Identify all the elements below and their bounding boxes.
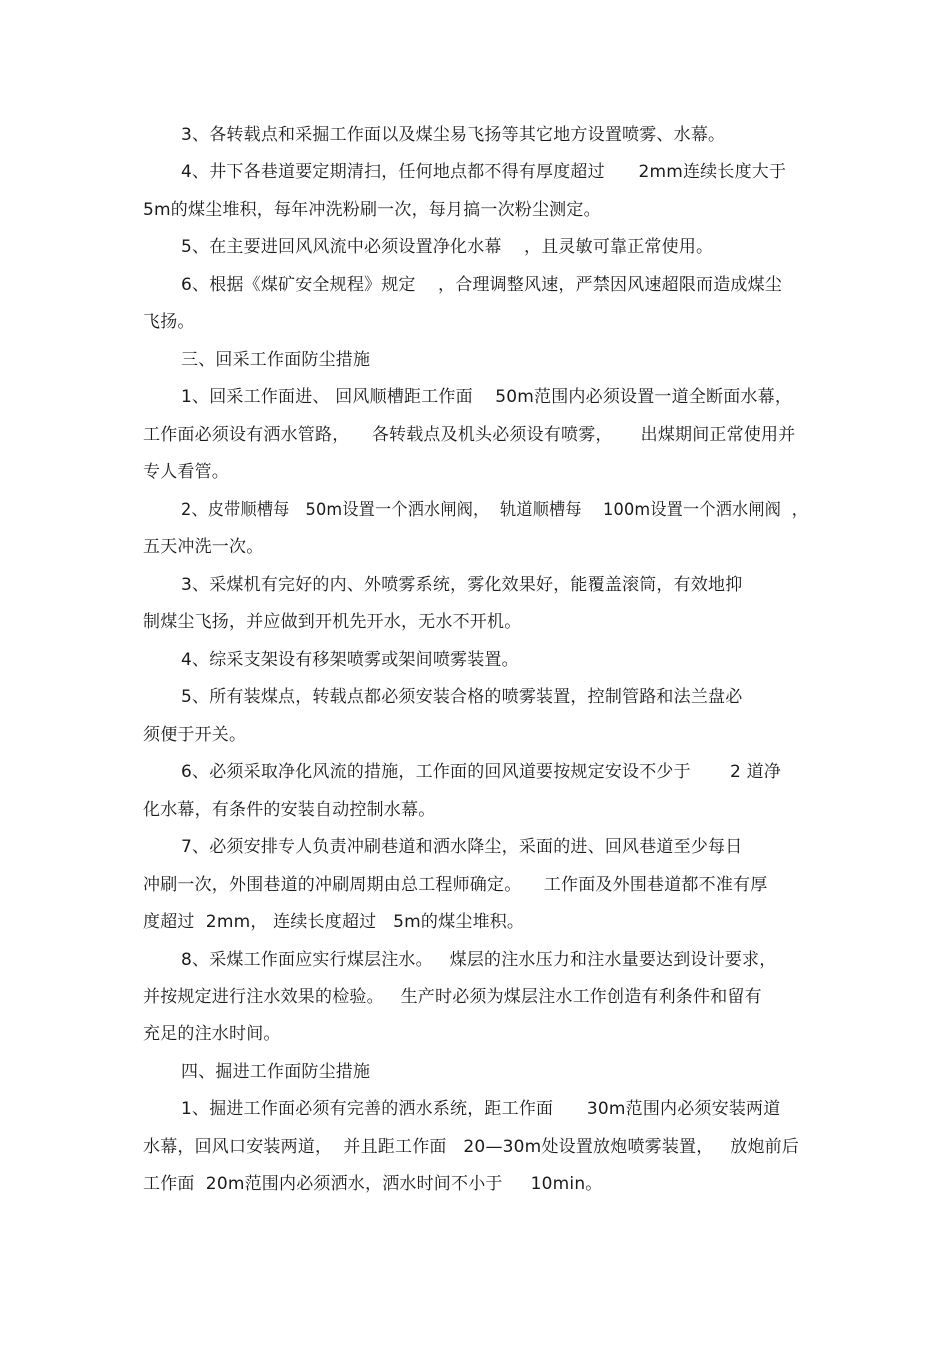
paragraph-line: 工作面必须设有洒水管路， 各转载点及机头必须设有喷雾， 出煤期间正常使用并 xyxy=(143,425,796,445)
paragraph-line: 化水幕，有条件的安装自动控制水幕。 xyxy=(143,800,436,820)
section-heading: 四、掘进工作面防尘措施 xyxy=(181,1062,371,1082)
section-heading: 三、回采工作面防尘措施 xyxy=(181,350,371,370)
paragraph-line: 五天冲洗一次。 xyxy=(143,537,264,557)
paragraph-line: 5、在主要进回风风流中必须设置净化水幕 ，且灵敏可靠正常使用。 xyxy=(181,237,714,257)
paragraph-line: 2、皮带顺槽每 50m设置一个洒水闸阀， 轨道顺槽每 100m设置一个洒水闸阀 ， xyxy=(181,500,809,520)
paragraph-line: 5m的煤尘堆积，每年冲洗粉刷一次，每月搞一次粉尘测定。 xyxy=(143,200,601,220)
paragraph-line: 制煤尘飞扬，并应做到开机先开水，无水不开机。 xyxy=(143,612,522,632)
paragraph-line: 3、采煤机有完好的内、外喷雾系统，雾化效果好，能覆盖滚筒，有效地抑 xyxy=(181,575,743,595)
paragraph-line: 7、必须安排专人负责冲刷巷道和洒水降尘，采面的进、回风巷道至少每日 xyxy=(181,837,743,857)
paragraph-line: 8、采煤工作面应实行煤层注水。 煤层的注水压力和注水量要达到设计要求， xyxy=(181,950,777,970)
paragraph-line: 度超过 2mm， 连续长度超过 5m的煤尘堆积。 xyxy=(143,912,525,932)
paragraph-line: 6、必须采取净化风流的措施，工作面的回风道要按规定安设不少于 2 道净 xyxy=(181,762,782,782)
paragraph-line: 1、掘进工作面必须有完善的洒水系统，距工作面 30m范围内必须安装两道 xyxy=(181,1099,781,1119)
paragraph-line: 4、综采支架设有移架喷雾或架间喷雾装置。 xyxy=(181,650,519,670)
paragraph-line: 专人看管。 xyxy=(143,462,229,482)
paragraph-line: 3、各转载点和采掘工作面以及煤尘易飞扬等其它地方设置喷雾、水幕。 xyxy=(181,125,726,145)
paragraph-line: 6、根据《煤矿安全规程》规定 ，合理调整风速，严禁因风速超限而造成煤尘 xyxy=(181,275,783,295)
paragraph-line: 须便于开关。 xyxy=(143,725,247,745)
paragraph-line: 4、井下各巷道要定期清扫，任何地点都不得有厚度超过 2mm连续长度大于 xyxy=(181,162,787,182)
paragraph-line: 工作面 20m范围内必须洒水，洒水时间不小于 10min。 xyxy=(143,1174,603,1194)
paragraph-line: 1、回采工作面进、 回风顺槽距工作面 50m范围内必须设置一道全断面水幕， xyxy=(181,387,793,407)
paragraph-line: 飞扬。 xyxy=(143,312,195,332)
paragraph-line: 水幕，回风口安装两道， 并且距工作面 20—30m处设置放炮喷雾装置， 放炮前后 xyxy=(143,1137,800,1157)
paragraph-line: 充足的注水时间。 xyxy=(143,1024,281,1044)
paragraph-line: 冲刷一次，外围巷道的冲刷周期由总工程师确定。 工作面及外围巷道都不准有厚 xyxy=(143,875,768,895)
paragraph-line: 5、所有装煤点，转载点都必须安装合格的喷雾装置，控制管路和法兰盘必 xyxy=(181,687,743,707)
paragraph-line: 并按规定进行注水效果的检验。 生产时必须为煤层注水工作创造有利条件和留有 xyxy=(143,987,762,1007)
